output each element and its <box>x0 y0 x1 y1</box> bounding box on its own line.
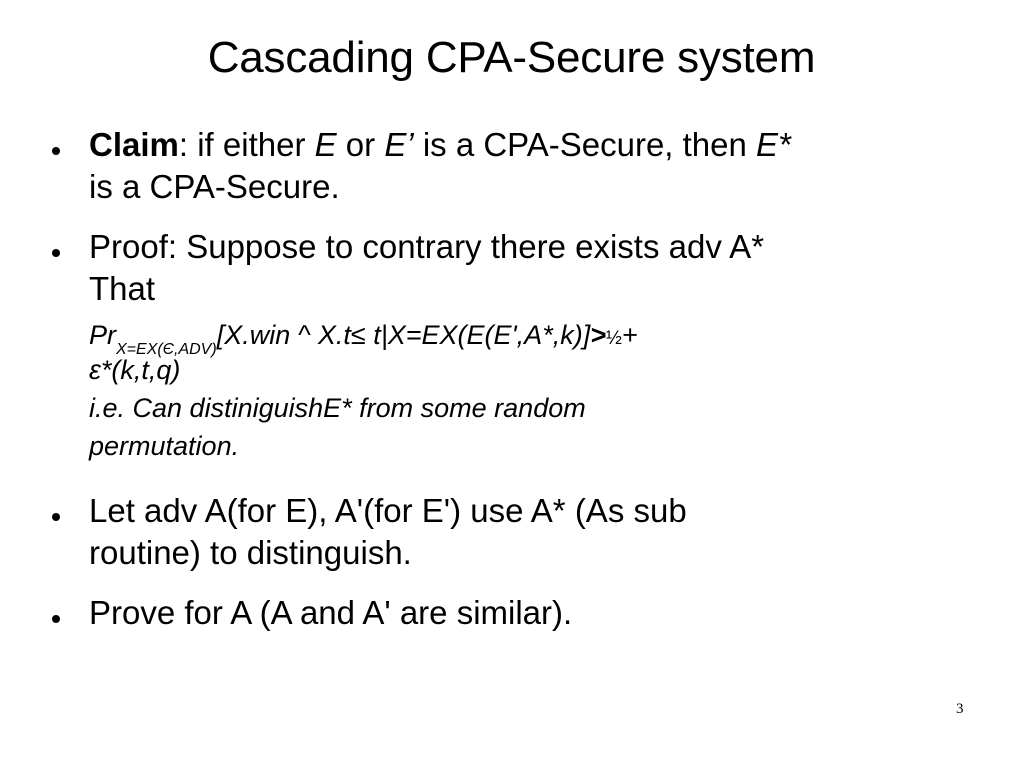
bullet-claim-line-1 <box>89 124 979 166</box>
formula-half: ½ <box>605 328 622 349</box>
let-adv-line-1: Let adv A(for E), A'(for E') use A* (As sub <box>89 492 687 529</box>
slide-title: Cascading CPA-Secure system <box>207 33 816 82</box>
claim-text-3: is a CPA-Secure, then <box>413 126 757 163</box>
bullet-dot-icon <box>52 147 60 155</box>
proof-line-1: Proof: Suppose to contrary there exists adv A* <box>89 228 765 265</box>
bullet-dot-icon <box>52 513 60 521</box>
var-e: E <box>314 126 337 163</box>
var-e-star: E* <box>756 126 791 163</box>
formula-line-3: i.e. Can distiniguishE* from some random <box>89 393 586 423</box>
prove-line-1: Prove for A (A and A' are similar). <box>89 594 573 631</box>
formula-body: [X.win ^ X.t≤ t|X=EX(E(E',A*,k)] <box>216 320 591 350</box>
formula-subscript: X=EX(Є,ADV) <box>116 341 217 358</box>
bullet-claim-line-2: is a CPA-Secure. <box>89 168 340 205</box>
formula-gt: > <box>590 320 606 350</box>
bullet-dot-icon <box>52 249 60 257</box>
claim-text-2: or <box>336 126 385 163</box>
formula-line-2: ε*(k,t,q) <box>89 355 181 385</box>
var-e-prime: E’ <box>384 126 414 163</box>
bullet-proof-text <box>89 226 979 310</box>
proof-formula <box>89 318 979 464</box>
page-number: 3 <box>956 701 964 717</box>
claim-label: Claim <box>89 126 179 163</box>
bullet-claim-text <box>89 124 979 208</box>
claim-text-1: : if either <box>178 126 315 163</box>
formula-pr: Pr <box>89 320 116 350</box>
formula-line-4: permutation. <box>89 431 240 461</box>
bullet-prove-text <box>89 592 979 634</box>
bullet-dot-icon <box>52 615 60 623</box>
formula-plus: + <box>621 320 638 350</box>
proof-line-2: That <box>89 270 156 307</box>
formula-line-1 <box>89 318 979 358</box>
let-adv-line-2: routine) to distinguish. <box>89 534 412 571</box>
bullet-let-adv-text <box>89 490 979 574</box>
